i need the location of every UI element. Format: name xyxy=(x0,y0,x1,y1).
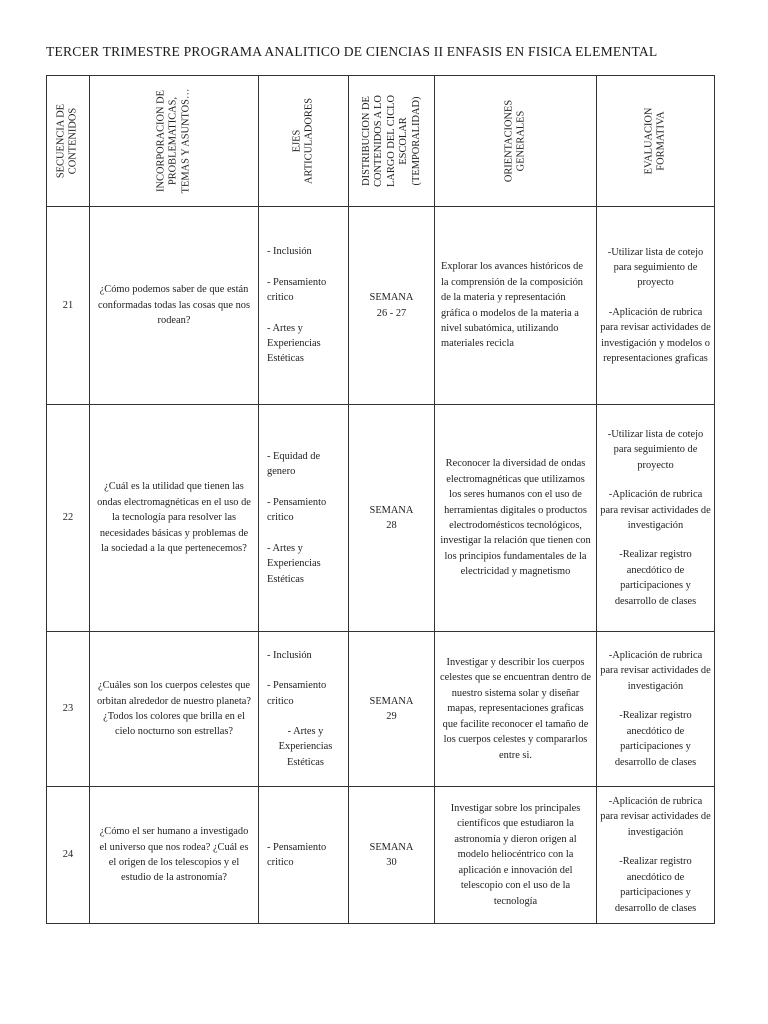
evaluacion-item: -Aplicación de rubrica para revisar actividades de investigación xyxy=(600,650,711,692)
table-row xyxy=(47,632,715,787)
orientacion-text: Explorar los avances históricos de la comprensión de la composición de la materia y representación gráfica o modelos de la materia a nivel subatómica, utilizando materiales recicla xyxy=(435,207,597,405)
semana-label: SEMANA xyxy=(369,504,414,516)
eje-item: - Artes y Experiencias Estéticas xyxy=(267,542,321,585)
semana-cell xyxy=(349,787,435,924)
evaluacion-item: -Utilizar lista de cotejo para seguimiento de proyecto xyxy=(607,428,704,471)
evaluacion-cell xyxy=(597,787,715,924)
evaluacion-item: -Aplicación de rubrica para revisar actividades de investigación y modelos o representaciones graficas xyxy=(600,306,711,365)
semana-label: SEMANA xyxy=(369,695,414,707)
header-ejes: EJES ARTICULADORES xyxy=(259,76,349,207)
sequence-number: 24 xyxy=(47,787,90,924)
problem-question: ¿Cómo el ser humano a investigado el universo que nos rodea? ¿Cuál es el origen de los telescopios y el estudio de la astronomía? xyxy=(90,787,259,924)
evaluacion-item: -Realizar registro anecdótico de participaciones y desarrollo de clases xyxy=(614,710,697,768)
header-row xyxy=(47,76,715,207)
eje-item: - Pensamiento critico xyxy=(267,680,327,707)
evaluacion-item: -Utilizar lista de cotejo para seguimiento de proyecto xyxy=(607,246,704,289)
evaluacion-item: -Aplicación de rubrica para revisar actividades de investigación xyxy=(600,796,711,838)
page-title: TERCER TRIMESTRE PROGRAMA ANALITICO DE CIENCIAS II ENFASIS EN FISICA ELEMENTAL xyxy=(46,44,658,59)
eje-item: - Pensamiento critico xyxy=(267,841,327,868)
problem-question: ¿Cuáles son los cuerpos celestes que orbitan alrededor de nuestro planeta? ¿Todos los colores que brilla en el cielo nocturno son estrellas? xyxy=(90,632,259,787)
table-row xyxy=(47,207,715,405)
semana-cell xyxy=(349,207,435,405)
semana-cell xyxy=(349,632,435,787)
semana-cell xyxy=(349,405,435,632)
ejes-cell xyxy=(259,207,349,405)
evaluacion-item: -Aplicación de rubrica para revisar actividades de investigación xyxy=(600,489,711,531)
semana-number: 28 xyxy=(386,520,397,531)
header-evaluacion: EVALUACION FORMATIVA xyxy=(597,76,715,207)
semana-number: 29 xyxy=(386,711,397,722)
orientacion-text: Investigar y describir los cuerpos celestes que se encuentran dentro de nuestro sistema solar y diseñar mapas, representaciones graficas que facilite reconocer el tamaño de los cuerpos celestes y compararlos entre si. xyxy=(435,632,597,787)
eje-item: - Artes y Experiencias Estéticas xyxy=(278,726,333,768)
problem-question: ¿Cuál es la utilidad que tienen las ondas electromagnéticas en el uso de la tecnología para resolver las necesidades básicas y problemas de la sociedad a la que pertenecemos? xyxy=(90,405,259,632)
semana-label: SEMANA xyxy=(369,841,414,853)
ejes-cell xyxy=(259,405,349,632)
problem-question: ¿Cómo podemos saber de que están conformadas todas las cosas que nos rodean? xyxy=(90,207,259,405)
evaluacion-cell xyxy=(597,632,715,787)
semana-number: 30 xyxy=(386,857,397,868)
header-orientaciones: ORIENTACIONES GENERALES xyxy=(435,76,597,207)
semana-label: SEMANA xyxy=(369,292,414,304)
ejes-cell xyxy=(259,787,349,924)
sequence-number: 21 xyxy=(47,207,90,405)
eje-item: - Equidad de genero xyxy=(267,451,321,478)
sequence-number: 23 xyxy=(47,632,90,787)
table-row xyxy=(47,787,715,924)
orientacion-text: Investigar sobre los principales científicos que estudiaron la astronomía y dieron origen al modelo heliocéntrico con la aplicación e innovación del telescopio con el uso de la tecnología xyxy=(435,787,597,924)
sequence-number: 22 xyxy=(47,405,90,632)
evaluacion-item: -Realizar registro anecdótico de participaciones y desarrollo de clases xyxy=(614,549,697,607)
header-secuencia: SECUENCIA DE CONTENIDOS xyxy=(47,76,90,207)
eje-item: - Pensamiento critico xyxy=(267,276,327,304)
evaluacion-cell xyxy=(597,405,715,632)
program-table xyxy=(46,75,715,924)
eje-item: - Artes y Experiencias Estéticas xyxy=(267,322,321,365)
eje-item: - Inclusión xyxy=(267,649,312,661)
header-incorporacion: INCORPORACION DE PROBLEMATICAS, TEMAS Y ASUNTOS… xyxy=(90,76,259,207)
eje-item: - Pensamiento critico xyxy=(267,496,327,524)
ejes-cell xyxy=(259,632,349,787)
evaluacion-item: -Realizar registro anecdótico de participaciones y desarrollo de clases xyxy=(614,856,697,914)
header-distribucion: DISTRIBUCION DE CONTENIDOS A LO LARGO DEL CICLO ESCOLAR (TEMPORALIDAD) xyxy=(349,76,435,207)
evaluacion-cell xyxy=(597,207,715,405)
orientacion-text: Reconocer la diversidad de ondas electromagnéticas que utilizamos los seres humanos con el uso de herramientas digitales o productos electrodomésticos tecnológicos, investigar la relación que tienen con los principios fundamentales de la electricidad y magnetismo xyxy=(435,405,597,632)
semana-number: 26 - 27 xyxy=(376,307,407,319)
table-row xyxy=(47,405,715,632)
eje-item: - Inclusión xyxy=(267,246,312,258)
